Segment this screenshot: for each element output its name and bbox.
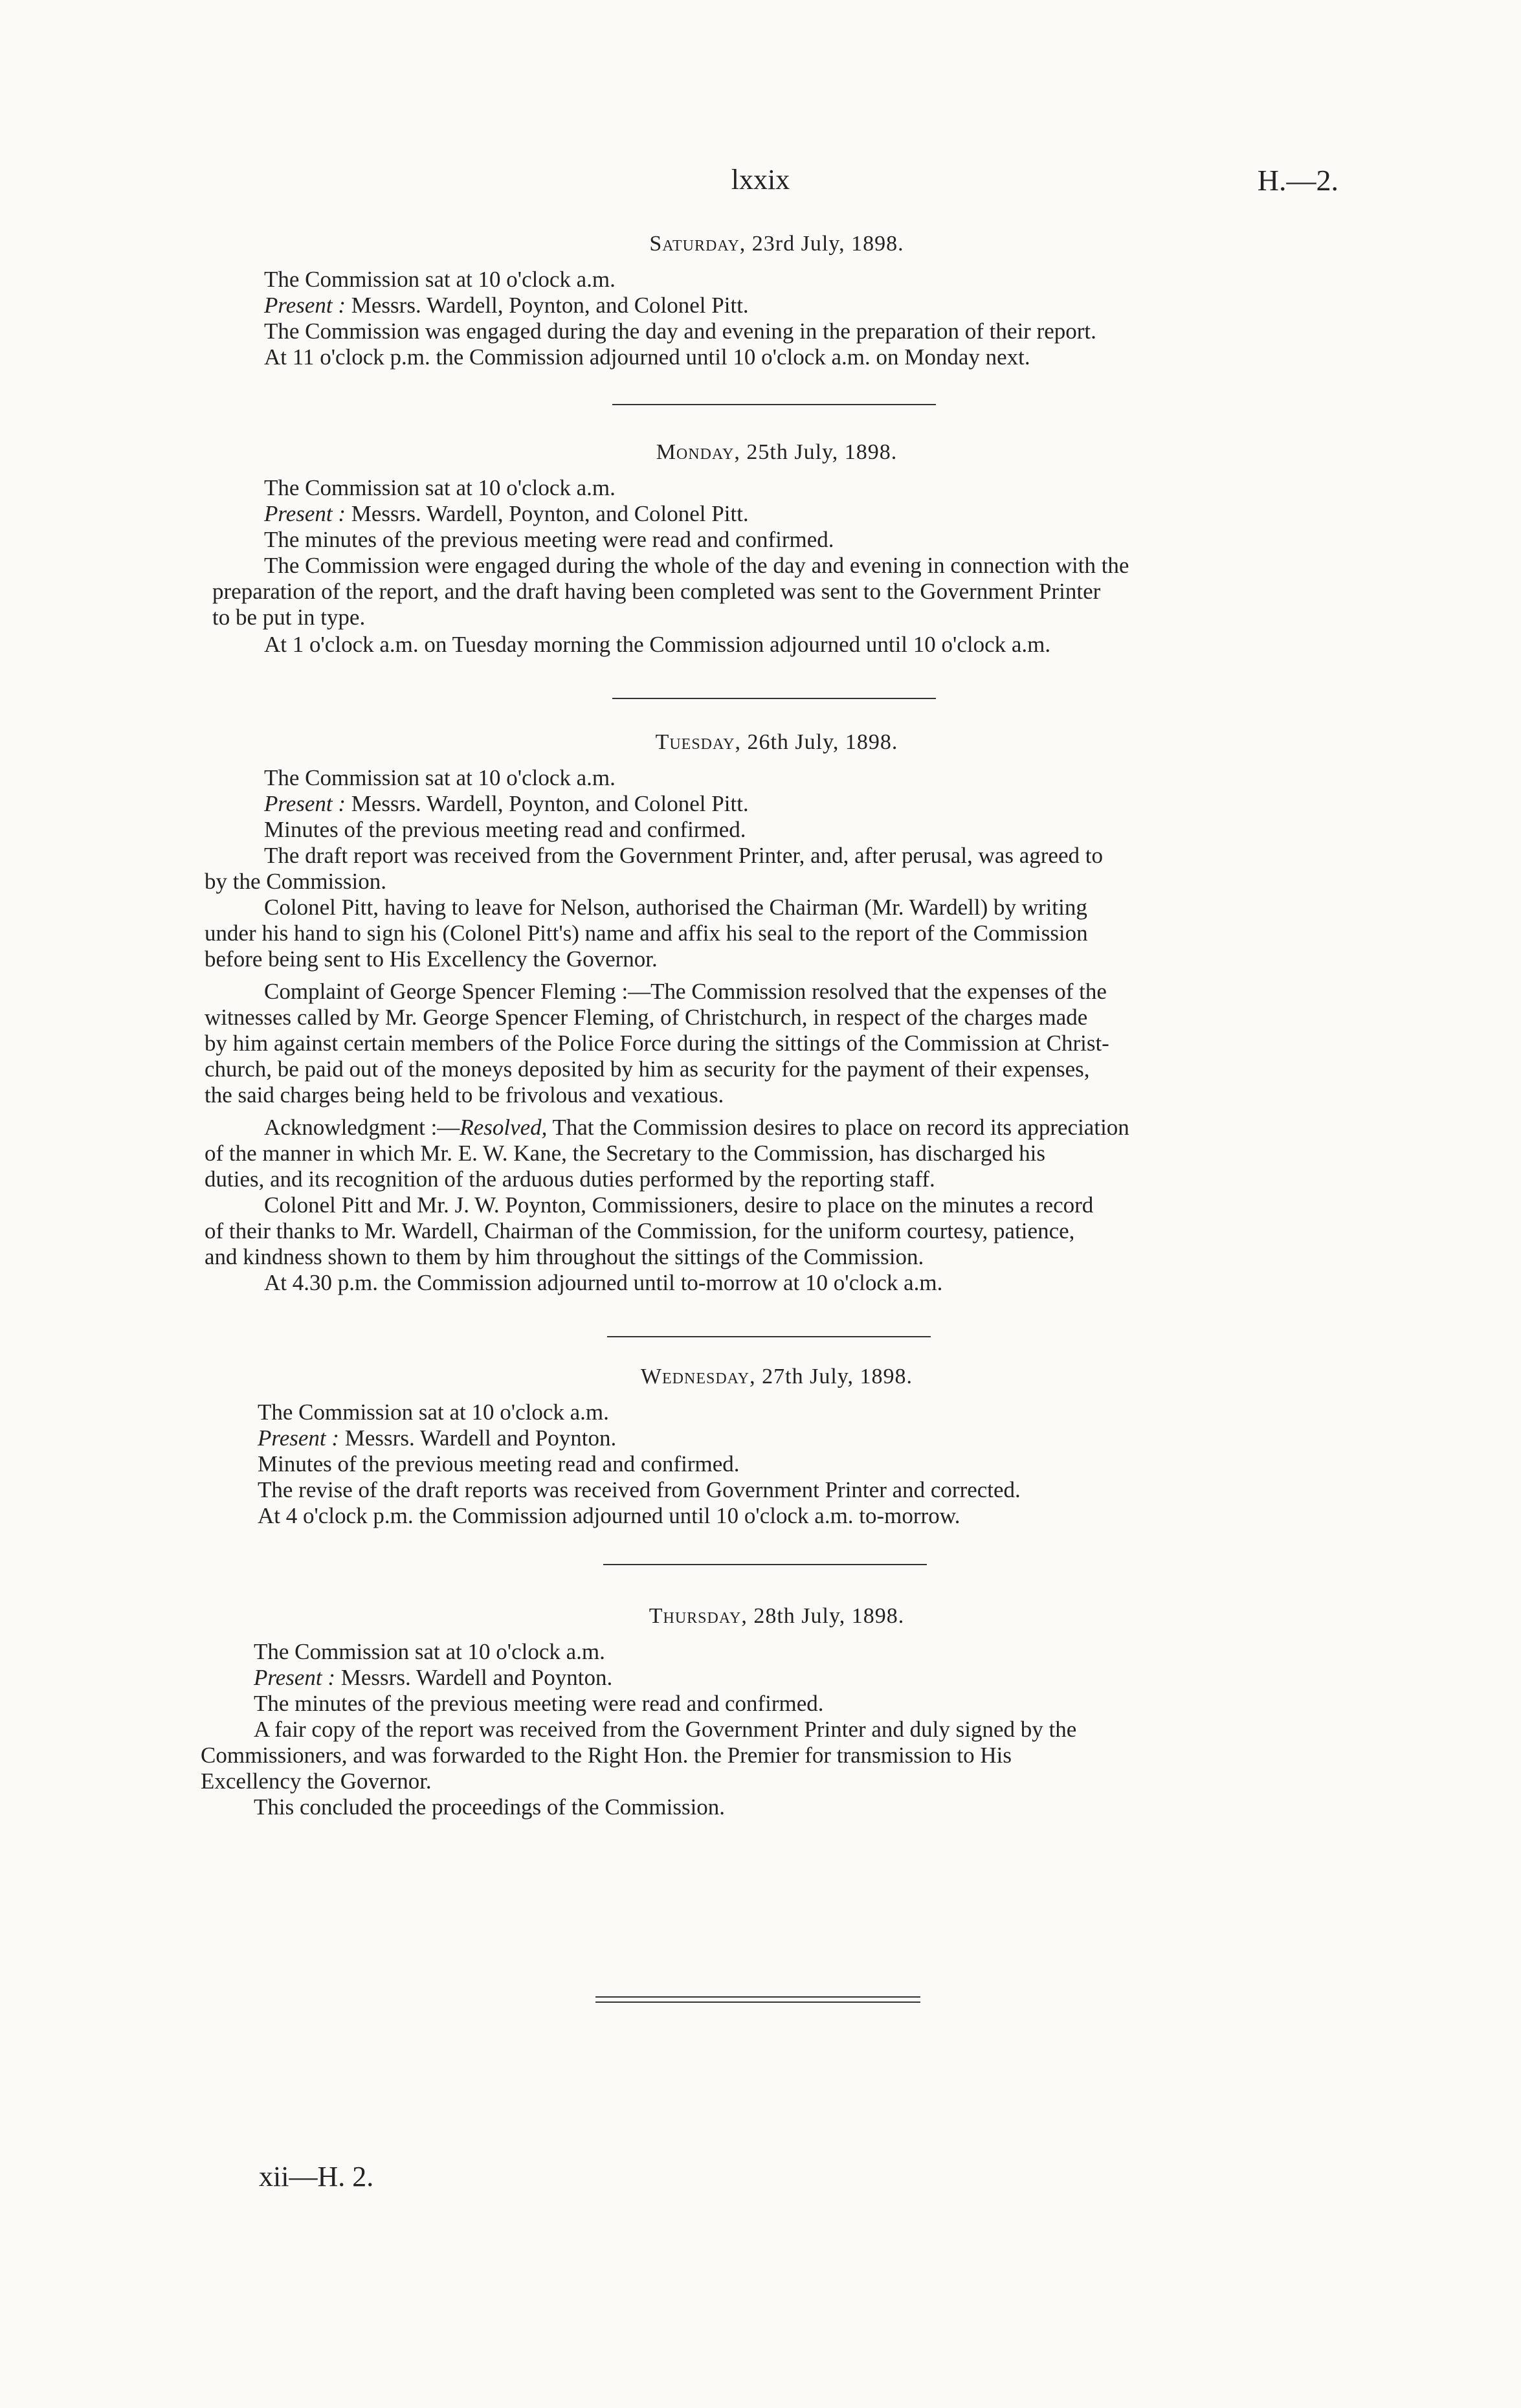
minute-line: The Commission sat at 10 o'clock a.m. [258, 1399, 609, 1425]
minute-line: The Commission were engaged during the whole of the day and evening in connection with the [264, 553, 1129, 578]
minute-line: Minutes of the previous meeting read and confirmed. [264, 817, 746, 842]
minute-line: At 1 o'clock a.m. on Tuesday morning the Commission adjourned until 10 o'clock a.m. [264, 632, 1051, 657]
minute-line: This concluded the proceedings of the Commission. [254, 1794, 726, 1820]
minute-line: The minutes of the previous meeting were read and confirmed. [254, 1691, 824, 1716]
minute-line: At 11 o'clock p.m. the Commission adjourned until 10 o'clock a.m. on Monday next. [264, 344, 1030, 370]
section-divider [612, 698, 936, 699]
printer-signature: xii—H. 2. [259, 2161, 374, 2192]
closing-double-rule [595, 1996, 920, 2003]
minute-line: before being sent to His Excellency the Governor. [205, 946, 658, 972]
minute-line: to be put in type. [212, 605, 366, 630]
section-divider [607, 1336, 931, 1337]
minute-line: The Commission sat at 10 o'clock a.m. [264, 267, 616, 292]
minute-line: the said charges being held to be frivolous and vexatious. [205, 1082, 724, 1108]
attendance-line: Present : Messrs. Wardell, Poynton, and Colonel Pitt. [264, 501, 749, 526]
minute-line: Excellency the Governor. [201, 1768, 432, 1794]
minute-line: Acknowledgment :—Resolved, That the Commission desires to place on record its appreciation [264, 1115, 1129, 1140]
minute-line: and kindness shown to them by him throughout the sittings of the Commission. [205, 1244, 924, 1269]
attendance-line: Present : Messrs. Wardell, Poynton, and Colonel Pitt. [264, 293, 749, 318]
minute-line: witnesses called by Mr. George Spencer Fleming, of Christchurch, in respect of the charges made [205, 1005, 1088, 1030]
minute-line: by him against certain members of the Police Force during the sittings of the Commission at Christ- [205, 1031, 1109, 1056]
attendance-line: Present : Messrs. Wardell and Poynton. [258, 1425, 617, 1451]
minute-line: Commissioners, and was forwarded to the Right Hon. the Premier for transmission to His [201, 1743, 1012, 1768]
minute-line: The Commission sat at 10 o'clock a.m. [264, 765, 616, 790]
minute-line: A fair copy of the report was received from the Government Printer and duly signed by the [254, 1717, 1077, 1742]
minute-line: Complaint of George Spencer Fleming :—The Commission resolved that the expenses of the [264, 979, 1107, 1004]
attendance-line: Present : Messrs. Wardell and Poynton. [254, 1665, 613, 1690]
day-heading-saturday: Saturday, 23rd July, 1898. [649, 232, 904, 256]
day-heading-monday: Monday, 25th July, 1898. [656, 440, 898, 464]
minute-line: preparation of the report, and the draft having been completed was sent to the Government Printer [212, 579, 1101, 604]
minute-line: The minutes of the previous meeting were read and confirmed. [264, 527, 834, 552]
attendance-line: Present : Messrs. Wardell, Poynton, and Colonel Pitt. [264, 791, 749, 816]
minute-line: The Commission was engaged during the day and evening in the preparation of their report. [264, 318, 1096, 344]
section-divider [603, 1564, 927, 1565]
minute-line: under his hand to sign his (Colonel Pitt's) name and affix his seal to the report of the Commission [205, 920, 1088, 946]
day-heading-tuesday: Tuesday, 26th July, 1898. [655, 730, 898, 754]
minute-line: duties, and its recognition of the arduous duties performed by the reporting staff. [205, 1166, 935, 1192]
minute-line: Minutes of the previous meeting read and confirmed. [258, 1451, 740, 1477]
paper-reference: H.—2. [1257, 164, 1338, 197]
minute-line: The Commission sat at 10 o'clock a.m. [254, 1639, 605, 1664]
minute-line: The draft report was received from the Government Printer, and, after perusal, was agreed to [264, 843, 1103, 868]
day-heading-wednesday: Wednesday, 27th July, 1898. [640, 1365, 913, 1388]
minute-line: Colonel Pitt and Mr. J. W. Poynton, Commissioners, desire to place on the minutes a record [264, 1192, 1094, 1218]
minute-line: Colonel Pitt, having to leave for Nelson, authorised the Chairman (Mr. Wardell) by writing [264, 895, 1087, 920]
minute-line: of the manner in which Mr. E. W. Kane, the Secretary to the Commission, has discharged his [205, 1141, 1045, 1166]
minute-line: At 4 o'clock p.m. the Commission adjourned until 10 o'clock a.m. to-morrow. [258, 1503, 960, 1528]
page-folio: lxxix [731, 164, 790, 195]
minute-line: The revise of the draft reports was received from Government Printer and corrected. [258, 1477, 1021, 1502]
minute-line: At 4.30 p.m. the Commission adjourned until to-morrow at 10 o'clock a.m. [264, 1270, 943, 1295]
section-divider [612, 404, 936, 405]
minute-line: by the Commission. [205, 869, 386, 894]
day-heading-thursday: Thursday, 28th July, 1898. [649, 1604, 905, 1628]
minute-line: church, be paid out of the moneys deposited by him as security for the payment of their expenses, [205, 1056, 1090, 1082]
minute-line: The Commission sat at 10 o'clock a.m. [264, 475, 616, 500]
minute-line: of their thanks to Mr. Wardell, Chairman of the Commission, for the uniform courtesy, patience, [205, 1218, 1075, 1243]
